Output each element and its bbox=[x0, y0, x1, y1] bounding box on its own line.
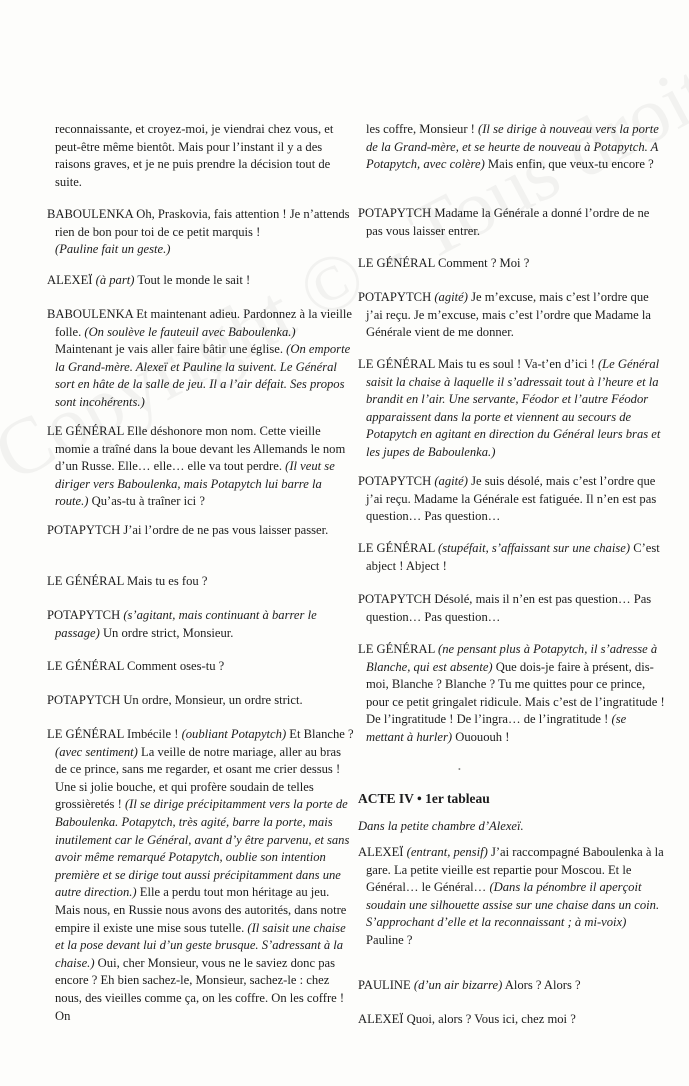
speaker-name: POTAPYTCH bbox=[47, 693, 121, 707]
speech-text: Que dois-je faire à présent, dis-moi, Blanche ? Blanche ? Tu me quittes pour ce prince, pour ce petit gringalet ridicule. Mais c’est de l’ingratitude ! De l’ingratitude ! De l’ingra… de l’ingratitude ! bbox=[366, 659, 665, 727]
speaker-name: LE GÉNÉRAL bbox=[47, 574, 124, 588]
stage-direction: (entrant, pensif) bbox=[406, 845, 488, 859]
stage-direction: (Le Général saisit la chaise à laquelle il s’adressait tout à l’heure et la brandit en l’air. Une servante, Féodor et l’autre Féodor apparaissent dans la porte et viennent au secours de Potapytch en agitant en direction du Général leurs bras et les jupes de Baboulenka.) bbox=[366, 357, 661, 459]
speaker-name: ALEXEÏ bbox=[358, 1012, 404, 1026]
speaker-name: PAULINE bbox=[358, 978, 411, 992]
speaker-name: BABOULENKA bbox=[47, 207, 134, 221]
speech-text: Comment ? Moi ? bbox=[438, 256, 530, 270]
dialogue-block bbox=[358, 289, 666, 342]
speech-text: C’est abject ! Abject ! bbox=[366, 541, 660, 573]
dialogue-block bbox=[47, 522, 355, 540]
dialogue-block bbox=[47, 206, 355, 259]
speaker-name: LE GÉNÉRAL bbox=[47, 424, 124, 438]
speech-text: les coffre, Monsieur ! bbox=[366, 122, 475, 136]
stage-direction: (d’un air bizarre) bbox=[413, 978, 503, 992]
speech-text: Mais tu es soul ! Va-t’en d’ici ! bbox=[438, 357, 595, 371]
speech-text: Et maintenant adieu. Pardonnez à la vieille folle. bbox=[55, 307, 352, 339]
speech-text: Tout le monde le sait ! bbox=[137, 273, 251, 287]
dialogue-block bbox=[47, 272, 355, 290]
speech-text: Désolé, mais il n’en est pas question… Pas question… Pas question… bbox=[366, 592, 652, 624]
dialogue-block bbox=[47, 573, 355, 591]
speaker-name: LE GÉNÉRAL bbox=[358, 357, 435, 371]
speech-text: Quoi, alors ? Vous ici, chez moi ? bbox=[406, 1012, 576, 1026]
speech-text: Mais tu es fou ? bbox=[127, 574, 208, 588]
speech-text: Et Blanche ? bbox=[289, 727, 354, 741]
speech-text: Ouououh ! bbox=[455, 729, 510, 744]
dialogue-block bbox=[358, 540, 666, 575]
speech-text: J’ai l’ordre de ne pas vous laisser passer. bbox=[123, 523, 329, 537]
speaker-name: POTAPYTCH bbox=[358, 290, 432, 304]
stage-direction: (ne pensant plus à Potapytch, il s’adresse à Blanche, qui est absente) bbox=[366, 642, 658, 674]
speaker-name: POTAPYTCH bbox=[47, 608, 121, 622]
stage-direction: (Dans la pénombre il aperçoit soudain une silhouette assise sur une chaise dans un coin. S’approchant d’elle et la reconnaissant ; à mi-voix) bbox=[366, 880, 660, 930]
dialogue-block bbox=[47, 658, 355, 676]
speech-text: Maintenant je vais aller faire bâtir une église. bbox=[55, 342, 283, 357]
speech-text: Comment oses-tu ? bbox=[127, 659, 225, 673]
speech-text: reconnaissante, et croyez-moi, je viendrai chez vous, et peut-être même bientôt. Mais pour l’instant il y a des raisons graves, et je ne puis prendre la décision tout de suite. bbox=[55, 122, 334, 189]
speech-text: Alors ? Alors ? bbox=[504, 978, 581, 992]
dialogue-block bbox=[47, 726, 355, 1025]
speaker-name: POTAPYTCH bbox=[358, 592, 432, 606]
dialogue-block bbox=[358, 205, 666, 240]
decorative-dot: • bbox=[458, 765, 461, 774]
speech-text: Elle a perdu tout mon héritage au jeu. Mais nous, en Russie nous avons des autorités, dans notre empire il existe une mise sous tutelle. bbox=[55, 885, 347, 935]
dialogue-block bbox=[358, 1011, 666, 1029]
speech-text: Mais enfin, que veux-tu encore ? bbox=[487, 157, 654, 172]
speaker-name: ALEXEÏ bbox=[47, 273, 93, 287]
dialogue-block bbox=[47, 607, 355, 642]
speech-text: J’ai raccompagné Baboulenka à la gare. La petite vieille est repartie pour Moscou. Et le Général… le Général… bbox=[366, 845, 664, 895]
stage-direction: (Il saisit une chaise et la pose devant lui d’un geste brusque. S’adressant à la chaise.) bbox=[55, 920, 346, 970]
speech-text: Un ordre, Monsieur, un ordre strict. bbox=[123, 693, 303, 707]
dialogue-block bbox=[47, 692, 355, 710]
dialogue-block bbox=[358, 977, 666, 995]
speaker-name: LE GÉNÉRAL bbox=[358, 541, 435, 555]
speech-text: Oui, cher Monsieur, vous ne le saviez donc pas encore ? Eh bien sachez-le, Monsieur, sachez-le : chez nous, des vieilles comme ça, on les coffre. On les coffre ! On bbox=[55, 955, 345, 1023]
stage-direction: (Il se dirige précipitamment vers la porte de Baboulenka. Potapytch, très agité, barre la porte, mais inutilement car le Général, avant d’y être parvenu, et sans avoir même remarqué Potapytch, oublie son intention première et se dirige tout aussi précipitamment dans une autre direction.) bbox=[55, 797, 350, 900]
speech-text: Je suis désolé, mais c’est l’ordre que j’ai reçu. Madame la Générale est fatiguée. Il n’en est pas question… Pas question… bbox=[366, 474, 657, 524]
stage-direction: (stupéfait, s’affaissant sur une chaise) bbox=[438, 541, 631, 555]
dialogue-block bbox=[358, 844, 666, 950]
speaker-name: LE GÉNÉRAL bbox=[358, 256, 435, 270]
stage-direction: (Il veut se diriger vers Baboulenka, mais Potapytch lui barre la route.) bbox=[55, 459, 335, 509]
speaker-name: POTAPYTCH bbox=[358, 206, 432, 220]
speech-text: Imbécile ! bbox=[127, 727, 179, 741]
speech-text: Oh, Praskovia, fais attention ! Je n’attends rien de bon pour toi de ce petit marquis ! bbox=[55, 207, 350, 239]
stage-direction: (Pauline fait un geste.) bbox=[55, 242, 171, 257]
continued-speech bbox=[47, 121, 355, 191]
speech-text: Madame la Générale a donné l’ordre de ne pas vous laisser entrer. bbox=[366, 206, 650, 238]
speech-text: Un ordre strict, Monsieur. bbox=[102, 625, 234, 640]
dialogue-block bbox=[358, 356, 666, 462]
speech-text: Qu’as-tu à traîner ici ? bbox=[91, 494, 205, 509]
act-heading: ACTE IV • 1er tableau bbox=[358, 791, 490, 806]
speech-text: Pauline ? bbox=[366, 932, 413, 947]
speaker-name: BABOULENKA bbox=[47, 307, 134, 321]
stage-direction: (agité) bbox=[434, 290, 468, 304]
dialogue-block bbox=[358, 641, 666, 747]
speaker-name: POTAPYTCH bbox=[47, 523, 121, 537]
stage-direction: (Il se dirige à nouveau vers la porte de la Grand-mère, et se heurte de nouveau à Potapytch. A Potapytch, avec colère) bbox=[366, 122, 659, 172]
speech-text: La veille de notre mariage, aller au bras de ce prince, sans me regarder, et osant me crier dessus ! Une si jolie bouche, et qui profère soudain de telles grossièretés ! bbox=[55, 744, 342, 812]
stage-direction: (avec sentiment) bbox=[55, 744, 138, 759]
speaker-name: ALEXEÏ bbox=[358, 845, 404, 859]
dialogue-block bbox=[358, 591, 666, 626]
stage-direction: (à part) bbox=[95, 273, 135, 287]
speech-text: Je m’excuse, mais c’est l’ordre que j’ai reçu. Je m’excuse, mais c’est l’ordre que Madame la Générale vient de me donner. bbox=[366, 290, 651, 340]
scene-setting: Dans la petite chambre d’Alexeï. bbox=[358, 819, 524, 833]
stage-direction: (On emporte la Grand-mère. Alexeï et Pauline la suivent. Le Général sort en hâte de la salle de jeu. Il a l’air défait. Ses propos sont incohérents.) bbox=[55, 342, 351, 409]
dialogue-block bbox=[358, 255, 666, 273]
speaker-name: LE GÉNÉRAL bbox=[358, 642, 435, 656]
speech-text: Elle déshonore mon nom. Cette vieille momie a traîné dans la boue devant les Allemands le nom d’un Russe. Elle… elle… elle va tout perdre. bbox=[55, 424, 346, 474]
stage-direction: (s’agitant, mais continuant à barrer le passage) bbox=[55, 608, 317, 640]
dialogue-block bbox=[47, 423, 355, 511]
continued-speech bbox=[358, 121, 666, 174]
speaker-name: POTAPYTCH bbox=[358, 474, 432, 488]
stage-direction: (se mettant à hurler) bbox=[366, 712, 627, 744]
stage-direction: (On soulève le fauteuil avec Baboulenka.) bbox=[84, 324, 296, 339]
stage-direction: (oubliant Potapytch) bbox=[181, 727, 287, 741]
speaker-name: LE GÉNÉRAL bbox=[47, 659, 124, 673]
speaker-name: LE GÉNÉRAL bbox=[47, 727, 124, 741]
stage-direction: (agité) bbox=[434, 474, 468, 488]
dialogue-block bbox=[47, 306, 355, 412]
dialogue-block bbox=[358, 473, 666, 526]
